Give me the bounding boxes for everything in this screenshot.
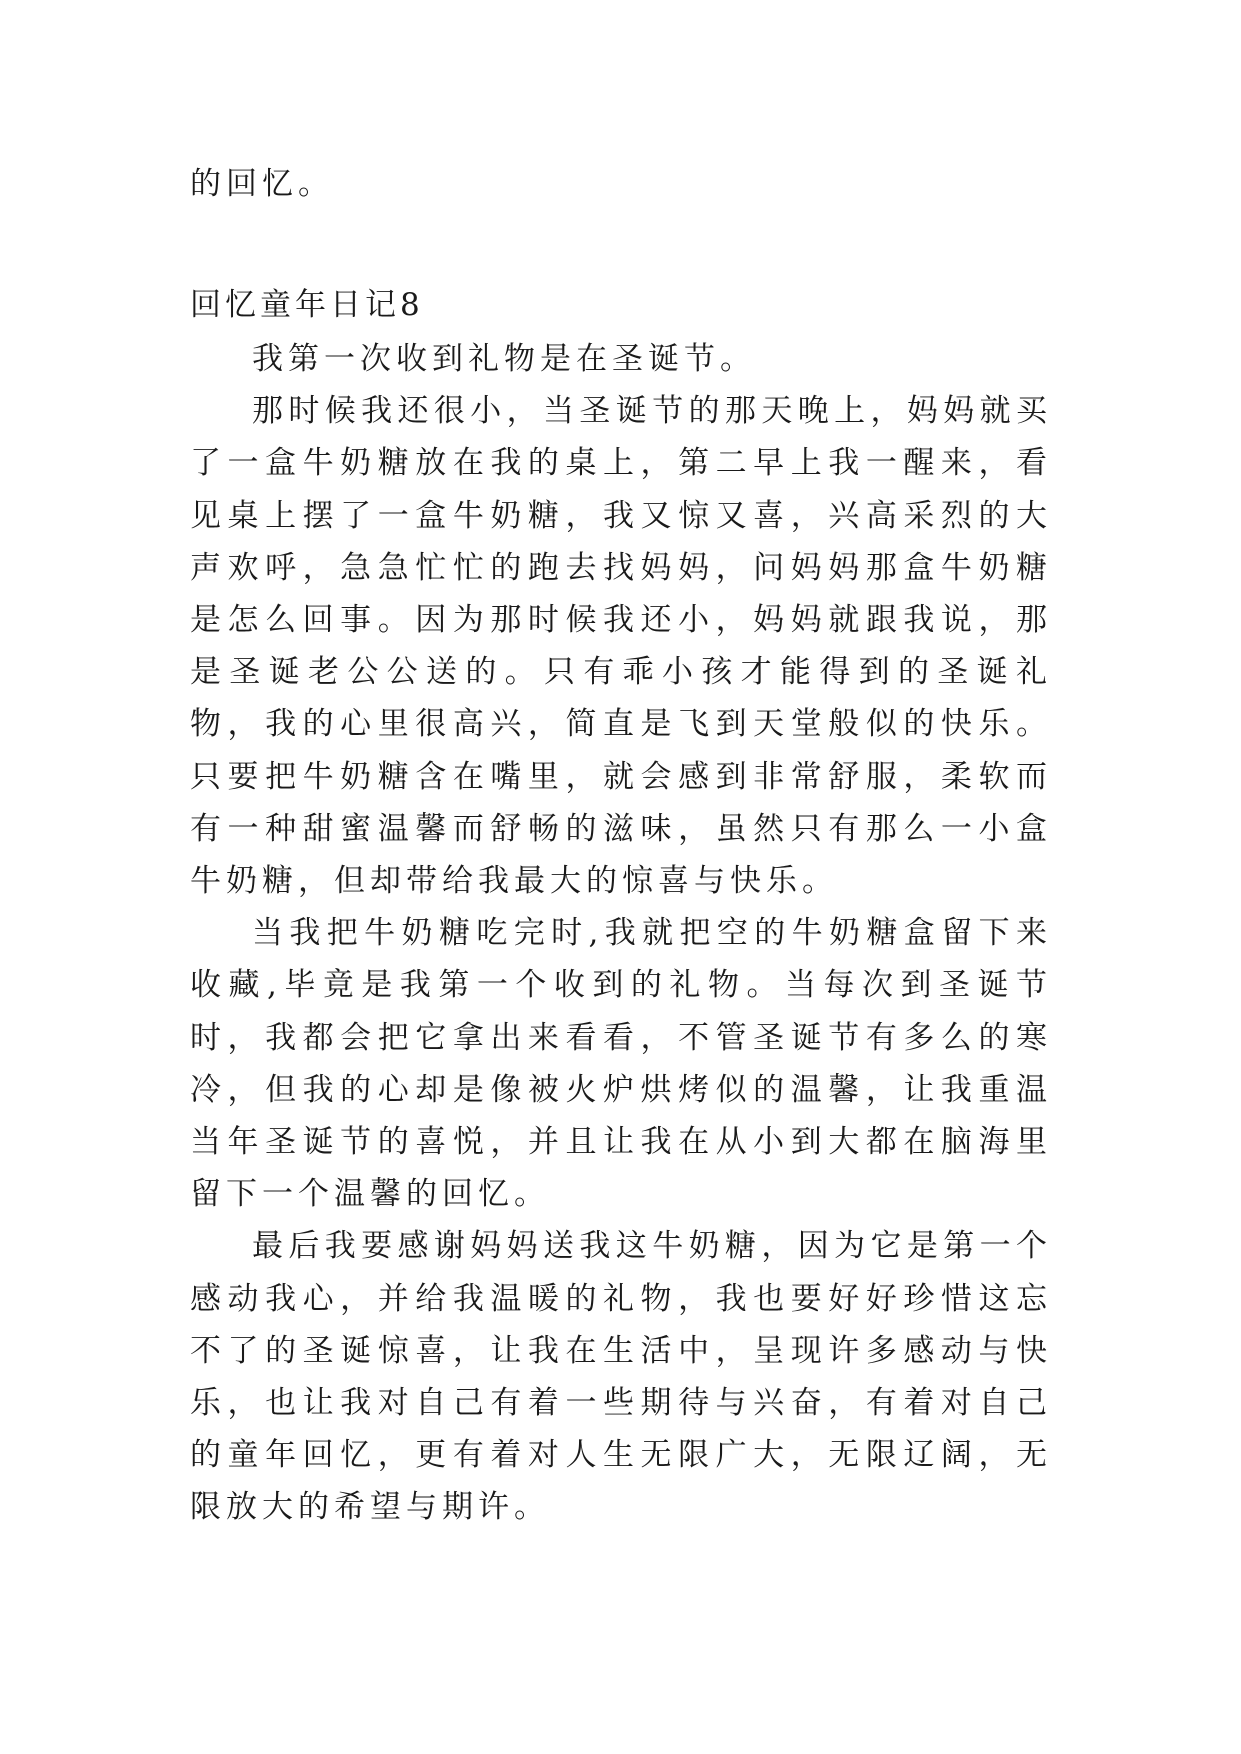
diary-title: 回忆童年日记8 — [190, 287, 424, 323]
paragraph-2: 那时候我还很小，当圣诞节的那天晚上，妈妈就买了一盒牛奶糖放在我的桌上，第二早上我一醒来，看见桌上摆了一盒牛奶糖，我又惊又喜，兴高采烈的大声欢呼，急急忙忙的跑去找妈妈，问妈妈那盒牛奶糖是怎么回事。因为那时候我还小，妈妈就跟我说，那是圣诞老公公送的。只有乖小孩才能得到的圣诞礼物，我的心里很高兴，简直是飞到天堂般似的快乐。只要把牛奶糖含在嘴里，就会感到非常舒服，柔软而有一种甜蜜温馨而舒畅的滋味，虽然只有那么一小盒牛奶糖，但却带给我最大的惊喜与快乐。 — [190, 393, 1052, 900]
paragraph-1: 我第一次收到礼物是在圣诞节。 — [252, 341, 756, 377]
diary-body — [190, 333, 1052, 1534]
paragraph-3: 当我把牛奶糖吃完时,我就把空的牛奶糖盒留下来收藏,毕竟是我第一个收到的礼物。当每次到圣诞节时，我都会把它拿出来看看，不管圣诞节有多么的寒冷，但我的心却是像被火炉烘烤似的温馨，让我重温当年圣诞节的喜悦，并且让我在从小到大都在脑海里留下一个温馨的回忆。 — [190, 915, 1052, 1213]
continuation-text: 的回忆。 — [190, 166, 334, 202]
paragraph-4: 最后我要感谢妈妈送我这牛奶糖，因为它是第一个感动我心，并给我温暖的礼物，我也要好好珍惜这忘不了的圣诞惊喜，让我在生活中，呈现许多感动与快乐，也让我对自己有着一些期待与兴奋，有着对自己的童年回忆，更有着对人生无限广大，无限辽阔，无限放大的希望与期许。 — [190, 1228, 1052, 1526]
